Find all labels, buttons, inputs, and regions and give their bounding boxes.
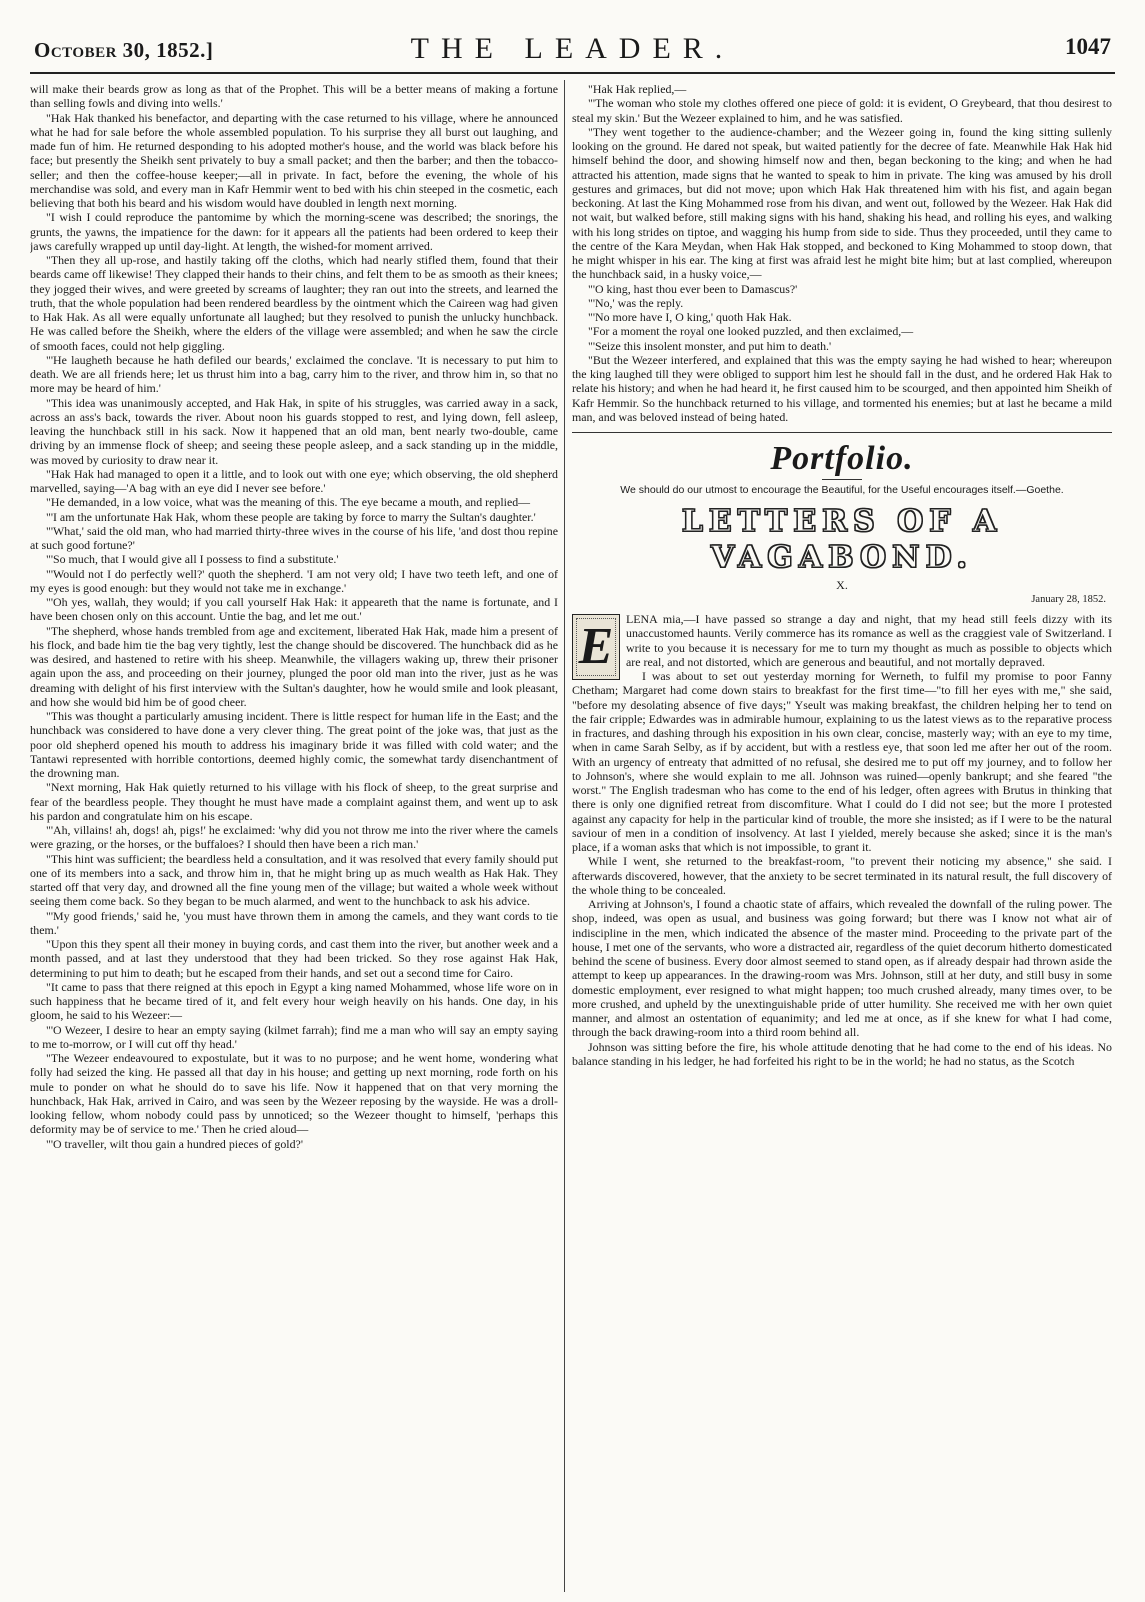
paragraph: "The Wezeer endeavoured to expostulate, but it was to no purpose; and he went home, wondering what folly had seized the king. He passed all that day in his house; and getting up next morning, rode forth on his mule to ponder on what he should do to save his life. Now it happened that on that very morning the hunchback, Hak Hak, arrived in Cairo, and was seen by the Wezeer reposing by the wayside. He was a droll-looking fellow, whom nobody could pass by unnoticed; so the Wezeer thought to himself, 'perhaps this deformity may be of service to me.' Then he cried aloud—	[30, 1051, 558, 1137]
paragraph: While I went, she returned to the breakfast-room, "to prevent their noticing my absence," she said. I afterwards discovered, however, that the anxiety to be secret terminated in its natural result, the full discovery of the whole thing to be concealed.	[572, 854, 1112, 897]
paragraph: "Next morning, Hak Hak quietly returned to his village with his flock of sheep, to the great surprise and fear of the beardless people. They thought he must have made a complaint against them, and went up to ask his pardon and congratulate him on his escape.	[30, 780, 558, 823]
section-motto: We should do our utmost to encourage the Beautiful, for the Useful encourages itself.—Goethe.	[620, 484, 1064, 496]
paragraph: "I wish I could reproduce the pantomime by which the morning-scene was described; the snorings, the grunts, the yawns, the impatience for the dawn: for it appears all the patients had been ordered to keep their jaws carefully wrapped up until day-light. At length, the wished-for moment arrived.	[30, 210, 558, 253]
paragraph: "It came to pass that there reigned at this epoch in Egypt a king named Mohammed, whose life wore on in such happiness that he became tired of it, and felt every hour weigh heavily on his hands. One day, in his gloom, he said to his Wezeer:—	[30, 979, 558, 1023]
paragraph: "This was thought a particularly amusing incident. There is little respect for human life in the East; and the hunchback was considered to have done a very clever thing. The great point of the joke was, that just as the poor old shepherd opened his mouth to address his imaginary bride it was filled with cold water; and the Tantawi represented with horrible contortions, deemed highly comic, the somewhat tardy disenchantment of the drowning man.	[30, 709, 558, 780]
letter-body	[572, 669, 1112, 1068]
paragraph: "'O Wezeer, I desire to hear an empty saying (kilmet farrah); find me a man who will say an empty saying to me to-morrow, or I will cut off thy head.'	[30, 1022, 558, 1051]
article-number: X.	[836, 578, 848, 592]
paragraph: "Hak Hak had managed to open it a little, and to look out with one eye; which observing, the old shepherd marvelled, saying—'A bag with an eye did I never see before.'	[30, 466, 558, 495]
column-divider	[564, 80, 565, 1592]
heading-rule	[822, 479, 862, 480]
paragraph: "Then they all up-rose, and hastily taking off the cloths, which had nearly stifled them, found that their beards came off likewise! They clapped their hands to their chins, and felt them to be as smooth as their knees; they jogged their wives, and were greeted by screams of laughter; they ran out into the streets, and learned the truth, that the whole population had been rendered beardless by the ointment which the Caireen wag had given to Hak Hak. As all were equally unfortunate all laughed; but they resolved to punish the unlucky hunchback. He was called before the Sheikh, where the elders of the village were assembled; and when he saw the circle of smooth faces, could not help giggling.	[30, 253, 558, 353]
paragraph: "'O traveller, wilt thou gain a hundred pieces of gold?'	[46, 1136, 303, 1151]
paragraph: Johnson was sitting before the fire, his whole attitude denoting that he had come to the end of his ideas. No balance standing in his ledger, he had forfeited his right to be in the world; he had no status, as the Scotch	[572, 1039, 1112, 1068]
paragraph: "'O king, hast thou ever been to Damascus?'	[588, 281, 798, 296]
opening-paragraph: LENA mia,—I have passed so strange a day and night, that my head still feels dizzy with its unaccustomed haunts. Verily commerce has its romance as well as the craggiest vale of Switzerland. I write to you because it is necessary for me to turn my thought as much as possible to objects which are real, and not distorted, which are generous and beautiful, and not mortally depraved.	[626, 612, 1112, 669]
ornamental-dropcap	[572, 614, 620, 680]
paragraph: "'So much, that I would give all I possess to find a substitute.'	[46, 552, 339, 567]
page-number: 1047	[1065, 34, 1111, 59]
paragraph: "The shepherd, whose hands trembled from age and excitement, liberated Hak Hak, made him a present of his flock, and bade him tie the bag very tightly, lest the change should be discovered. The hunchback did as he was desired, and hastened to retire with his sheep. Meanwhile, the villagers waking up, threw their prisoner again upon the ass, and proceeding on their journey, plunged the poor old man into the river, just as he was dreaming with delight of his first interview with the Sultan's daughter, how he would smile and look pleasant, and how she would bid him be of good cheer.	[30, 623, 558, 709]
masthead	[30, 28, 1115, 74]
paragraph: "Hak Hak replied,—	[588, 82, 687, 96]
paragraph: "This hint was sufficient; the beardless held a consultation, and it was resolved that every family should put one of its members into a sack, and throw him in, that he might bring up as much wealth as Hak Hak. They started off that very day, and drowned all the fine young men of the village; but waited a whole week without seeing them come back. So they began to be much alarmed, and went to the hunchback to ask his advice.	[30, 851, 558, 909]
story-conclusion	[572, 82, 1112, 424]
paragraph: I was about to set out yesterday morning for Werneth, to fulfil my promise to poor Fanny Chetham; Margaret had come down stairs to breakfast for the first time—"to fill her eyes with me," she said, "before my desolating absence of five days;" Yseult was making breakfast, the children helping her to tend on the fair cripple; Edwardes was in admirable humour, explaining to us the latest views as to the reparative process in fractures, and dashing through his exposition in his own clear, concise, masterly way; with an eye to my time, when in came Sarah Selby, as if by accident, but with a restless eye, that soon led me after her out of the room. With an urgency of entreaty that admitted of no refusal, she desired me to put off my journey, and to follow her to Johnson's, where she would explain to me all. Johnson was ruined—openly bankrupt; and she feared "the worst." The English tradesman who has come to the end of his ledger, often agrees with Brutus in thinking that there is only one dignified retreat from discomfiture. What I could do I did not see; but the more I protested against any capacity for help in the particular kind of trouble, the more she insisted; as if I were to be the natural saviour of men in a condition of insolvency. At last I yielded, merely because she asked; since it is the man's place, if a woman asks that which is not impossible, to grant it.	[572, 669, 1112, 854]
paragraph: "Upon this they spent all their money in buying cords, and cast them into the river, but another week and a month passed, and at last they understood that they had been tricked. So they rose against Hak Hak, determining to put him to death; but he escaped from their hands, and set out a second time for Cairo.	[30, 937, 558, 980]
paragraph: will make their beards grow as long as that of the Prophet. This will be a better means of making a fortune than selling fowls and diving into wells.'	[30, 82, 558, 111]
paragraph: "'My good friends,' said he, 'you must have thrown them in among the camels, and they want cords to tie them.'	[30, 908, 558, 937]
paragraph: "'He laugheth because he hath defiled our beards,' exclaimed the conclave. 'It is necessary to put him to death. We are all friends here; let us thrust him into a bag, carry him to the river, and throw him in, so that no more may be heard of him.'	[30, 352, 558, 396]
paragraph: "'What,' said the old man, who had married thirty-three wives in the course of his life, 'and dost thou repine at such good fortune?'	[30, 523, 558, 552]
paragraph: "'Ah, villains! ah, dogs! ah, pigs!' he exclaimed: 'why did you not throw me into the river where the camels were grazing, or the horses, or the buffaloes? I should then have been a rich man.'	[30, 823, 558, 852]
paragraph: "'Seize this insolent monster, and put him to death.'	[588, 338, 832, 353]
paragraph: "He demanded, in a low voice, what was the meaning of this. The eye became a mouth, and replied—	[46, 495, 531, 510]
paragraph: "'No more have I, O king,' quoth Hak Hak.	[588, 310, 792, 324]
paragraph: "'No,' was the reply.	[588, 295, 684, 310]
left-column	[30, 82, 558, 1592]
letter-dateline: January 28, 1852.	[1031, 594, 1106, 605]
paragraph: "'The woman who stole my clothes offered one piece of gold: it is evident, O Greybeard, that thou desirest to steal my skin.' But the Wezeer explained to him, and he was satisfied.	[572, 96, 1112, 125]
portfolio-heading: Portfolio.	[770, 440, 914, 477]
letter-opening	[572, 612, 1112, 675]
dropcap-letter: E	[578, 618, 614, 675]
paragraph: "For a moment the royal one looked puzzled, and then exclaimed,—	[588, 324, 914, 339]
paragraph: "But the Wezeer interfered, and explained that this was the empty saying he had wished to hear; whereupon the king laughed till they were obliged to support him lest he should fall in the dust, and he ordered Hak Hak to relate his history; and when he had heard it, he first caused him to be scourged, and then appointed him Sheikh of Kafr Hemmir. So the hunchback returned to his village, and tormented his enemies; but at last he became a mild man, and was beloved instead of being hated.	[572, 352, 1112, 424]
section-separator	[572, 432, 1112, 433]
issue-date: October 30, 1852.]	[34, 38, 214, 62]
article-title: LETTERS OF A VAGABOND.	[681, 504, 1003, 575]
newspaper-title: THE LEADER.	[410, 32, 735, 65]
paragraph: "'Oh yes, wallah, they would; if you call yourself Hak Hak: it appeareth that the name is fortunate, and I have been chosen only on this account. Untie the bag, and let me out.'	[30, 595, 558, 624]
paragraph: "This idea was unanimously accepted, and Hak Hak, in spite of his struggles, was carried away in a sack, across an ass's back, towards the river. About noon his guards stopped to rest, and lying down, fell asleep, leaving the hunchback still in his sack. Now it happened that an old man, bent nearly two-double, came driving by an immense flock of sheep; and seeing these people asleep, and a sack standing up in the middle, was moved by curiosity to draw near it.	[30, 395, 558, 467]
paragraph: "'I am the unfortunate Hak Hak, whom these people are taking by force to marry the Sultan's daughter.'	[46, 509, 536, 524]
paragraph: "They went together to the audience-chamber; and the Wezeer going in, found the king sitting sullenly looking on the ground. He dared not speak, but waited patiently for the decree of fate. Meanwhile Hak Hak hid himself behind the door, and showing himself now and then, began beckoning to the king; and when he had attracted his attention, made signs that he wanted to speak to him in private. The king was amused by his droll gestures and grimaces, but did not move; upon which Hak Hak threatened him with his fist, and again began beckoning. At last the King Mohammed rose from his divan, and went out, followed by the Wezeer. Hak Hak did not wait, but walked before, still making signs with his hand, shaking his head, and rolling his eyes, and walking with his long strides on tiptoe, and wagging his hump from side to side. Thus they proceeded, until they came to the centre of the Kara Meydan, when Hak Hak stopped, and beckoned to King Mohammed to stoop down, that he might whisper in his ear. The king at first was afraid lest he might bite him; but at last complied, whereupon the hunchback said, in a husky voice,—	[572, 124, 1112, 282]
right-column	[572, 82, 1112, 1592]
paragraph: "'Would not I do perfectly well?' quoth the shepherd. 'I am not very old; I have two teeth left, and one of my eyes is good enough: but they would not take me in exchange.'	[30, 566, 558, 595]
paragraph: "Hak Hak thanked his benefactor, and departing with the case returned to his village, where he announced what he had for sale before the whole assembled population. To his surprise they all burst out laughing, and made fun of him. He returned desponding to his adopted mother's house, and the world was black before his face; but presently the Sheikh sent privately to buy a small packet; and then the barber; and then the tobacco-seller; and then the coffee-house keeper;—all in private. In fact, before the evening, the whole of his merchandise was sold, and every man in Kafr Hemmir went to bed with his chin steeped in the cosmetic, each believing that both his beard and his wisdom would have doubled in length next morning.	[30, 110, 558, 210]
paragraph: Arriving at Johnson's, I found a chaotic state of affairs, which revealed the downfall of the ruling power. The shop, indeed, was open as usual, and business was going forward; but there was I know not what air of indiscipline in the men, which indicated the absence of the master mind. Proceeding to the private part of the house, I met one of the servants, who wore a distracted air, regardless of the quiet decorum hitherto domesticated behind the scene of business. Every door almost seemed to stand open, as if already despair had thrown aside the attempt to keep up appearances. In the drawing-room was Mrs. Johnson, still at her duty, and still busy in some domestic employment, ever resigned to what might happen; too much crushed already, many times over, to be more crushed, and upheld by the unextinguishable pride of utter humility. She received me with her own quiet manner, and almost an ostentation of equanimity; and led me at once, as if she knew for what I had come, through the back drawing-room into a third room behind all.	[572, 897, 1112, 1040]
